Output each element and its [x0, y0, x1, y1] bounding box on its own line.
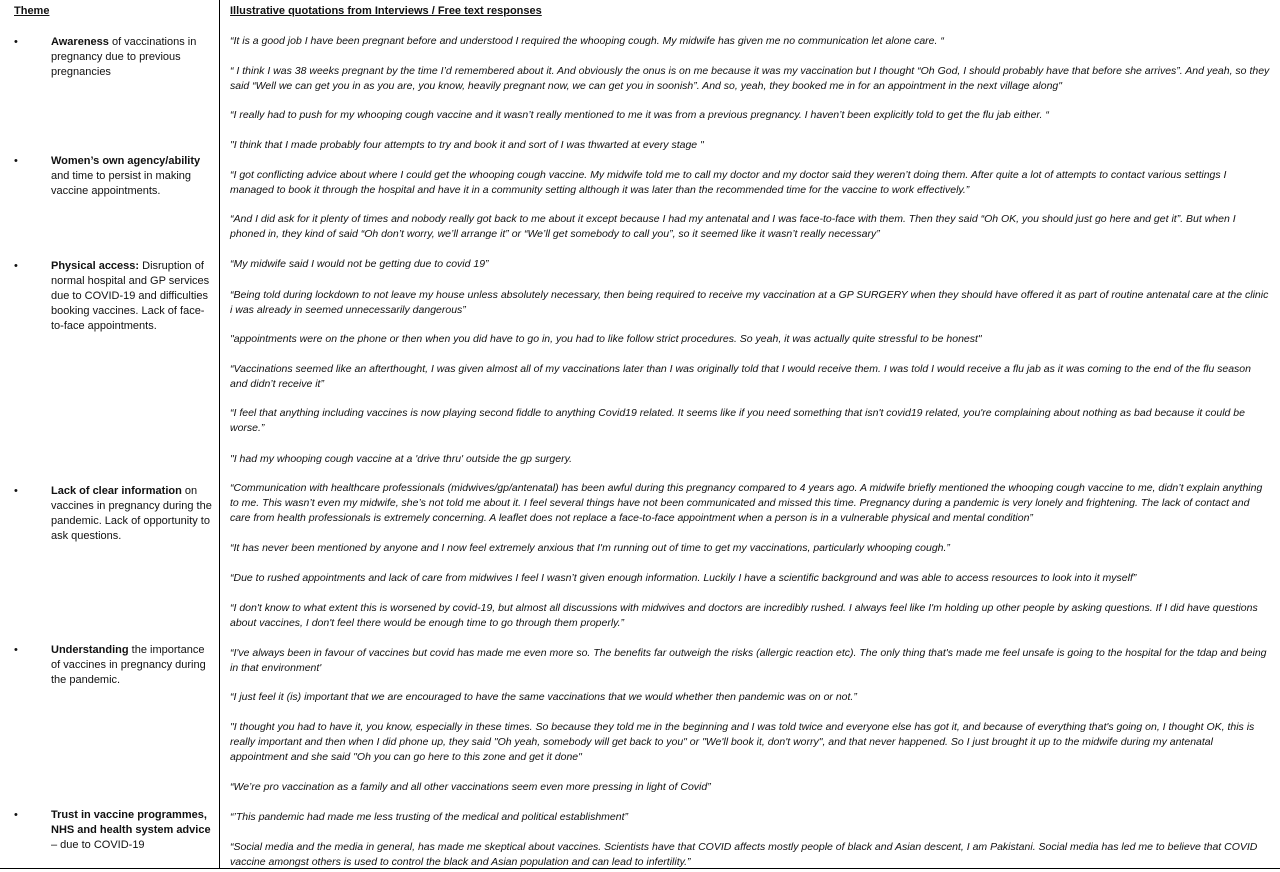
theme-title: Physical access: [51, 260, 140, 272]
theme-column-header: Theme [14, 5, 50, 17]
theme-title: Awareness [51, 36, 109, 48]
quotes-column-header: Illustrative quotations from Interviews / Free text responses [230, 5, 542, 17]
quote: “It is a good job I have been pregnant before and understood I required the whooping cough. My midwife has given me no communication let alone care. “ [230, 35, 944, 47]
bullet-icon: • [14, 644, 18, 656]
bullet-icon: • [14, 155, 18, 167]
theme-description: the importance of vaccines in pregnancy during the pandemic. [51, 644, 206, 686]
theme-title: Lack of clear information [51, 485, 182, 497]
theme-description: of vaccinations in pregnancy due to previous pregnancies [51, 36, 197, 78]
theme-title: Trust in vaccine programmes, NHS and health system advice [51, 809, 211, 836]
quote: “My midwife said I would not be getting due to covid 19” [230, 258, 489, 270]
quote: "I thought you had to have it, you know, especially in these times. So because they told me in the beginning and I was told twice and everyone else has got it, and because of everything that's going on, I thought OK, this is really important and then when I did phone up, they said "Oh yeah, somebody will get back to you" or "We'll book it, don't worry", and that never happened. So I just brought it up to the midwife during my antenatal appointment and she said "Oh you can go here to this zone and get it done" [230, 721, 1255, 763]
quote: "I think that I made probably four attempts to try and book it and sort of I was thwarted at every stage " [230, 139, 704, 151]
theme-description: Disruption of normal hospital and GP services due to COVID-19 and difficulties booking vaccines. Lack of face-to-face appointments. [51, 260, 210, 332]
quote: “Social media and the media in general, has made me skeptical about vaccines. Scientists have that COVID affects mostly people of black and Asian descent, I am Pakistani. Social media has led me to believe that COVID vaccine amongst others is used to control the black and Asian population and can lead to infertility.” [230, 841, 1258, 868]
quote: “Due to rushed appointments and lack of care from midwives I feel I wasn’t given enough information. Luckily I have a scientific background and was able to access resources to look into it myself” [230, 572, 1137, 584]
quote: “I got conflicting advice about where I could get the whooping cough vaccine. My midwife told me to call my doctor and my doctor said they weren’t doing them. After quite a lot of attempts to contact various settings I managed to book it through the hospital and have it in a community setting although it was later than the recommended time for the vaccine to work effectively.” [230, 169, 1227, 196]
quote: “And I did ask for it plenty of times and nobody really got back to me about it except because I had my antenatal and I was face-to-face with them. Then they said “Oh OK, you should just go here and get it”. But when I phoned in, they kind of said “Oh don’t worry, we’ll arrange it” or “We’ll get somebody to call you”, so it seemed like it wasn’t really necessary” [230, 213, 1236, 240]
bullet-icon: • [14, 36, 18, 48]
quote: “Vaccinations seemed like an afterthought, I was given almost all of my vaccinations later than I was originally told that I would receive them. I was told I would receive a flu jab as it was coming to the end of the flu season and didn’t receive it” [230, 363, 1251, 390]
theme-description: – due to COVID-19 [51, 839, 145, 851]
quote: “Communication with healthcare professionals (midwives/gp/antenatal) has been awful during this pregnancy compared to 4 years ago. A midwife briefly mentioned the whooping cough vaccine to me, didn’t explain anything to me. This wasn’t even my midwife, she’s not told me about it. I feel several things have not been communicated and missed this time. Pregnancy during a pandemic is very lonely and frightening. The lack of contact and care from health professionals is extremely concerning. A leaflet does not replace a face-to-face appointment when a person is in a vulnerable physical and mental condition” [230, 482, 1263, 524]
quote: “I just feel it (is) important that we are encouraged to have the same vaccinations that we would whether then pandemic was on or not.” [230, 691, 857, 703]
quote: “I've always been in favour of vaccines but covid has made me even more so. The benefits far outweigh the risks (allergic reaction etc). The only thing that's made me feel unsafe is going to the hospital for the tdap and being in that environment' [230, 647, 1267, 674]
theme-title: Understanding [51, 644, 129, 656]
theme-description: on vaccines in pregnancy during the pandemic. Lack of opportunity to ask questions. [51, 485, 212, 542]
column-divider [219, 0, 220, 869]
bullet-icon: • [14, 485, 18, 497]
quote: “I don't know to what extent this is worsened by covid-19, but almost all discussions with midwives and doctors are incredibly rushed. I always feel like I'm holding up other people by asking questions. If I did have questions about vaccines, I don't feel there would be enough time to go through them properly.” [230, 602, 1258, 629]
quote: “We’re pro vaccination as a family and all other vaccinations seem even more pressing in light of Covid” [230, 781, 711, 793]
quote: “’This pandemic had made me less trusting of the medical and political establishment” [230, 811, 629, 823]
quote: “Being told during lockdown to not leave my house unless absolutely necessary, then being required to receive my vaccination at a GP SURGERY when they should have offered it as part of routine antenatal care at the clinic i was already in seemed unnecessarily dangerous” [230, 289, 1269, 316]
quote: “I really had to push for my whooping cough vaccine and it wasn’t really mentioned to me it was from a previous pregnancy. I haven’t been explicitly told to get the flu jab either. “ [230, 109, 1049, 121]
quote: "I had my whooping cough vaccine at a 'drive thru' outside the gp surgery. [230, 453, 572, 465]
quote: “ I think I was 38 weeks pregnant by the time I’d remembered about it. And obviously the onus is on me because it was my vaccination but I thought “Oh God, I should probably have that before she arrives”. And yeah, so they said “Well we can get you in as you are, you know, heavily pregnant now, we can get you in soonish”. And so, yeah, they booked me in for an appointment in the next village along" [230, 65, 1270, 92]
quote: “It has never been mentioned by anyone and I now feel extremely anxious that I'm running out of time to get my vaccinations, particularly whooping cough.” [230, 542, 950, 554]
bullet-icon: • [14, 809, 18, 821]
bullet-icon: • [14, 260, 18, 272]
quote: “I feel that anything including vaccines is now playing second fiddle to anything Covid19 related. It seems like if you need something that isn't covid19 related, you're complaining about nothing as bad because it could be worse.” [230, 407, 1245, 434]
quote: "appointments were on the phone or then when you did have to go in, you had to like follow strict procedures. So yeah, it was actually quite stressful to be honest" [230, 333, 982, 345]
theme-title: Women’s own agency/ability [51, 155, 201, 167]
theme-description: and time to persist in making vaccine appointments. [51, 170, 192, 197]
